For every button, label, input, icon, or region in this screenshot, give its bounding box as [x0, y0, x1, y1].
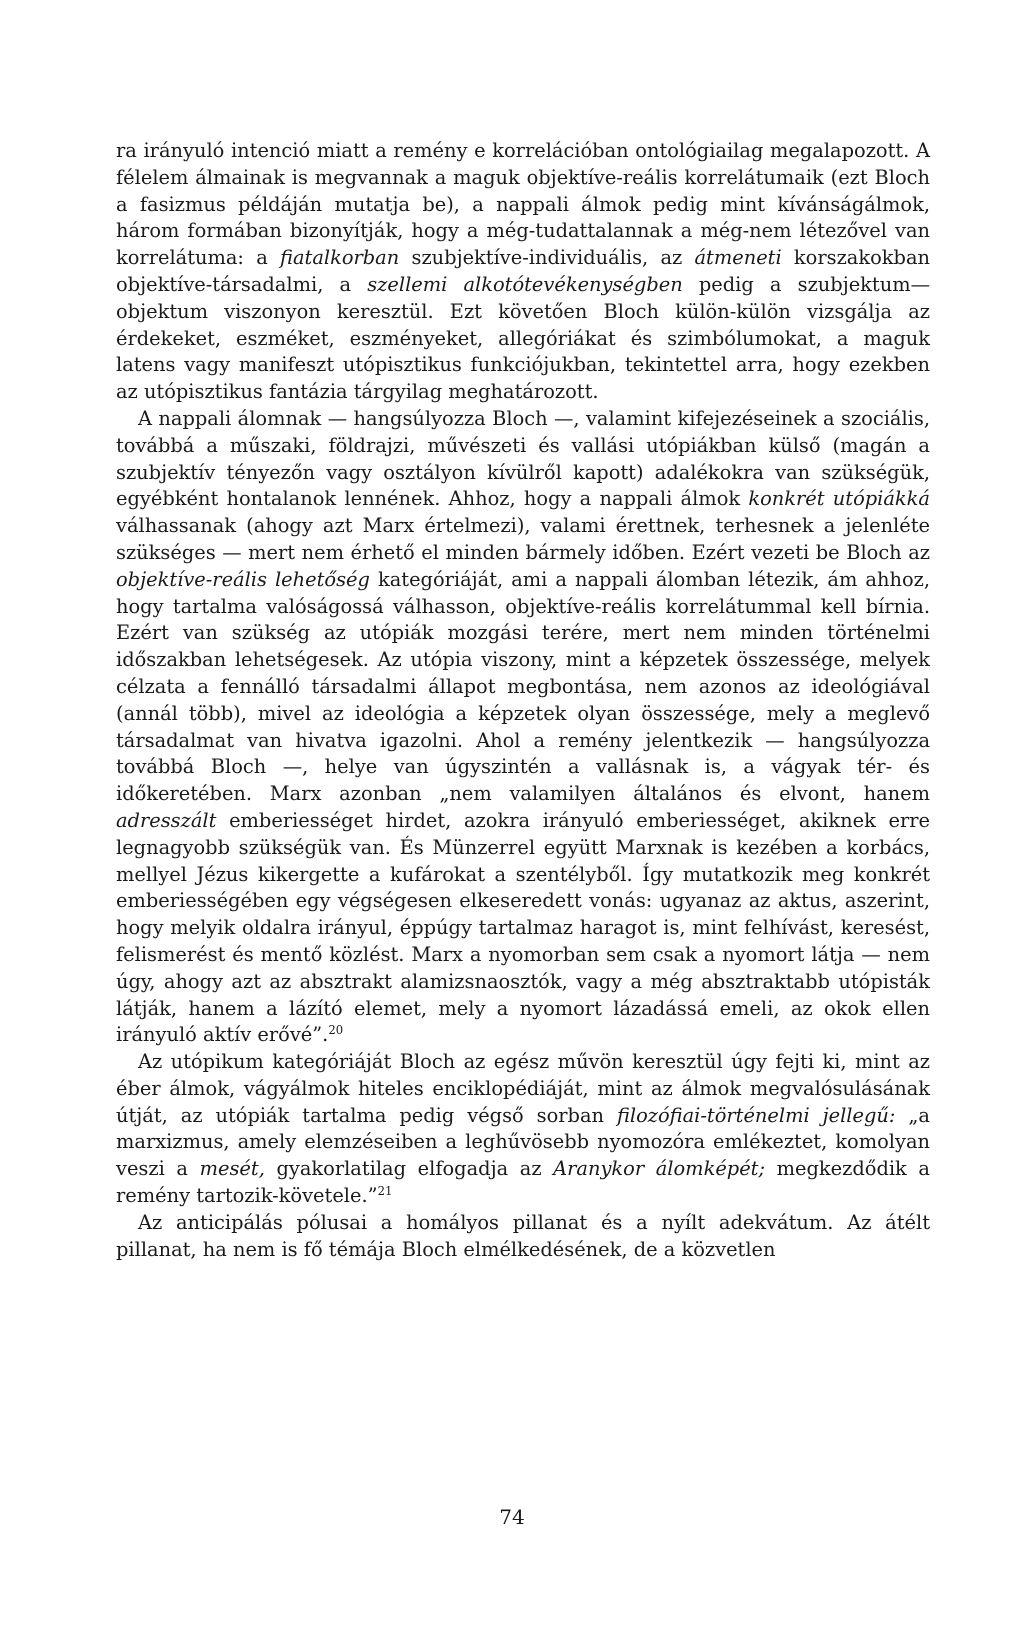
italic-text: Aranykor álomképét;: [553, 1157, 766, 1181]
page-number: 74: [499, 1505, 525, 1529]
paragraph: [116, 1210, 930, 1264]
paragraph: [116, 406, 930, 1049]
text-run: Az anticipálás pólusai a homályos pillanat és a nyílt adekvátum. Az átélt pillanat, ha nem is fő témája Bloch elmélkedésének, de a közvetlen: [116, 1210, 930, 1261]
text-run: emberiességet hirdet, azokra irányuló emberiességet, akiknek erre legnagyobb szükségük van. És Münzerrel együtt Marxnak is kezében a korbács, mellyel Jézus kikergette a kufárokat a szentélyből. Így mutatkozik meg konkrét emberiességében egy végségesen elkeseredett vonás: ugyanaz az aktus, aszerint, hogy melyik oldalra irányul, éppúgy tartalmaz haragot is, mint felhívást, keresést, felismerést és mentő közlést. Marx a nyomorban sem csak a nyomort látja — nem úgy, ahogy azt az absztrakt alamizsnaosztók, vagy a még absztraktabb utópisták látják, hanem a lázító elemet, mely a nyomort lázadássá emeli, az okok ellen irányuló aktív erővé”.: [116, 808, 930, 1047]
text-run: pedig a szubjektum—objektum viszonyon keresztül. Ezt követően Bloch külön-külön vizsgálja az érdekeket, eszméket, eszményeket, allegóriákat és szimbólumokat, a maguk latens vagy manifeszt utópisztikus funkciójukban, tekintettel arra, hogy ezekben az utópisztikus fantázia tárgyilag meghatározott.: [116, 272, 930, 404]
text-run: válhassanak (ahogy azt Marx értelmezi), valami érettnek, terhesnek a jelenléte szükséges — mert nem érhető el minden bármely időben. Ezért vezeti be Bloch az: [116, 514, 930, 564]
italic-text: szellemi alkotótevékenységben: [367, 272, 683, 296]
paragraph: [116, 1049, 930, 1210]
text-run: „a marxizmus, amely elemzéseiben a leghűvösebb nyomozóra emlékeztet, komolyan veszi a: [116, 1103, 930, 1181]
text-run: ra irányuló intenció miatt a remény e korrelációban ontológiailag megalapozott. A félelem álmainak is megvannak a maguk objektíve-reális korrelátumaik (ezt Bloch a fasizmus példáján mutatja be), a nappali álmok pedig mint kívánságálmok, három formában bizonyítják, hogy a még-tudattalannak a még-nem létezővel van korrelátuma: a: [116, 139, 930, 270]
italic-text: mesét,: [199, 1157, 265, 1181]
italic-text: átmeneti: [694, 246, 782, 270]
footnote-marker: 21: [377, 1184, 393, 1199]
text-run: korszakokban objektíve-társadalmi, a: [116, 246, 930, 296]
text-run: A nappali álomnak — hangsúlyozza Bloch —, valamint kifejezéseinek a szociális, továbbá a műszaki, földrajzi, művészeti és vallási utópiákban külső (magán a szubjektív tényezőn vagy osztályon kívülről kapott) adalékokra van szükségük, egyébként hontalanok lennének. Ahhoz, hogy a nappali álmok: [116, 406, 930, 511]
page-body: [116, 138, 930, 1263]
italic-text: objektíve-reális lehetőség: [116, 567, 370, 591]
italic-text: konkrét utópiákká: [748, 487, 930, 511]
italic-text: adresszált: [116, 808, 217, 832]
text-run: gyakorlatilag elfogadja az: [264, 1157, 554, 1181]
italic-text: filozófiai-történelmi jellegű:: [616, 1103, 896, 1127]
text-run: megkezdődik a remény tartozik-követele.”: [116, 1157, 930, 1208]
paragraph: [116, 138, 930, 406]
footnote-marker: 20: [328, 1023, 344, 1038]
text-run: szubjektíve-individuális, az: [399, 246, 695, 270]
text-run: kategóriáját, ami a nappali álomban létezik, ám ahhoz, hogy tartalma valóságossá válhasson, objektíve-reális korrelátummal kell bírnia. Ezért van szükség az utópiák mozgási terére, mert nem minden történelmi időszakban lehetségesek. Az utópia viszony, mint a képzetek összessége, melyek célzata a fennálló társadalmi állapot megbontása, nem azonos az ideológiával (annál több), mivel az ideológia a képzetek olyan összessége, mely a meglevő társadalmat van hivatva igazolni. Ahol a remény jelentkezik — hangsúlyozza továbbá Bloch —, helye van úgyszintén a vallásnak is, a vágyak tér- és időkeretében. Marx azonban „nem valamilyen általános és elvont, hanem: [116, 567, 930, 806]
text-run: Az utópikum kategóriáját Bloch az egész művön keresztül úgy fejti ki, mint az éber álmok, vágyálmok hiteles enciklopédiáját, mint az álmok megvalósulásának útját, az utópiák tartalma pedig végső sorban: [116, 1050, 930, 1127]
italic-text: fiatalkorban: [280, 246, 400, 270]
